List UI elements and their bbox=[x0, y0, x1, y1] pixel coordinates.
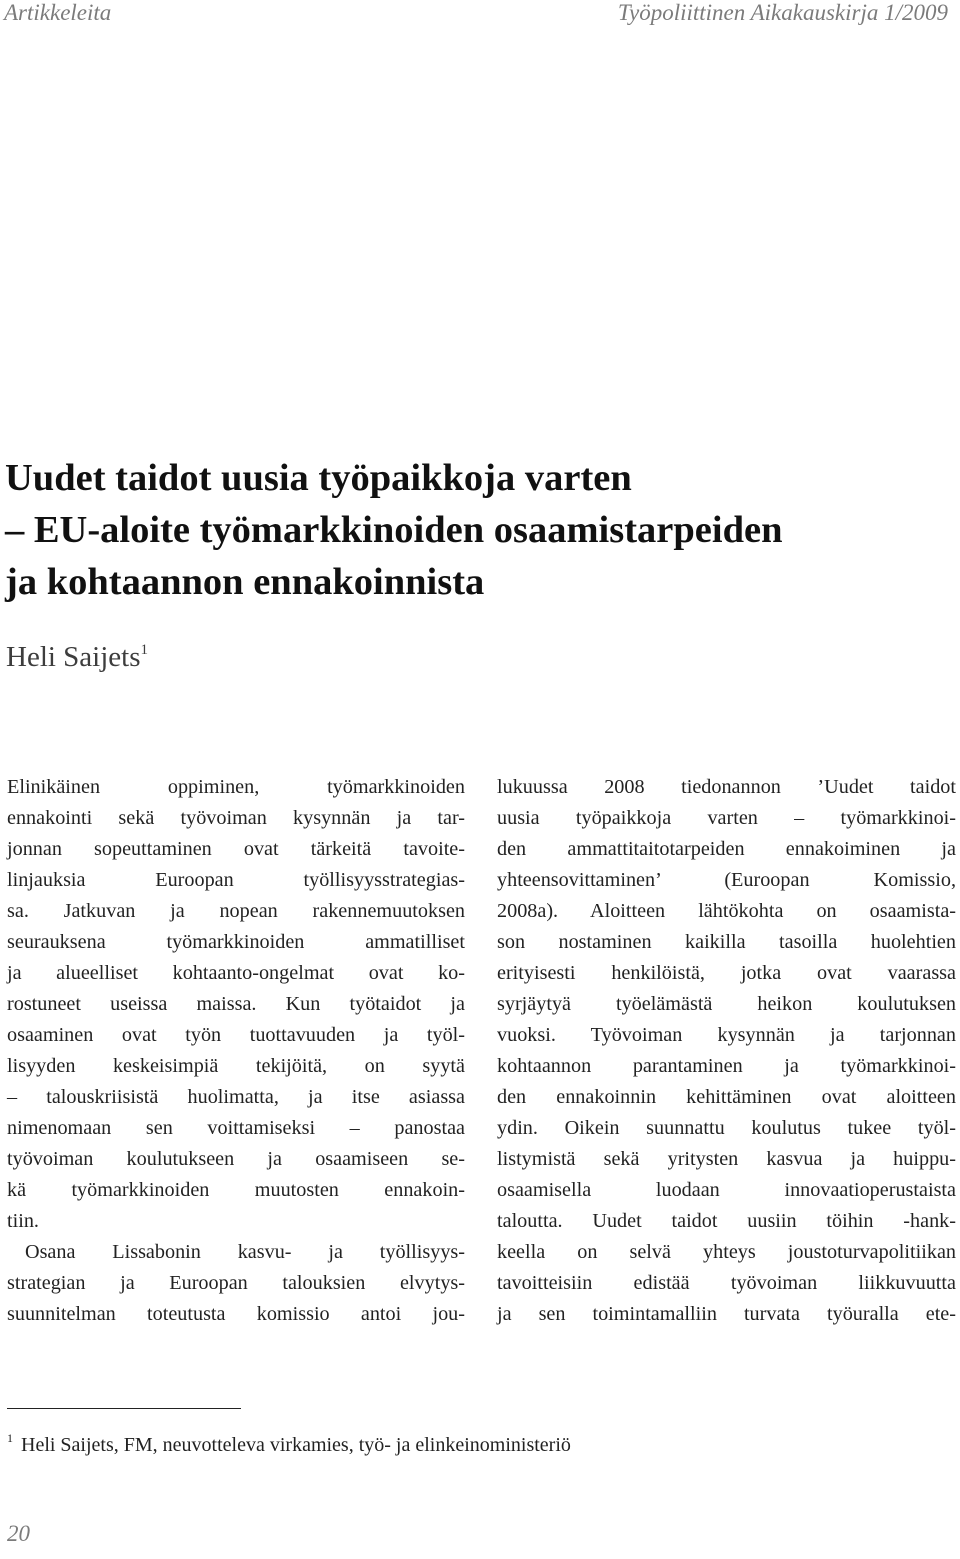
footnote-divider bbox=[7, 1408, 241, 1409]
text-line: son nostaminen kaikilla tasoilla huolehtien bbox=[497, 931, 956, 953]
text-line: den ammattitaitotarpeiden ennakoiminen ja bbox=[497, 838, 956, 860]
text-line: ja alueelliset kohtaanto-ongelmat ovat ko- bbox=[7, 962, 465, 984]
footnote-text: Heli Saijets, FM, neuvotteleva virkamies, työ- ja elinkeinoministeriö bbox=[21, 1434, 571, 1456]
text-line: linjauksia Euroopan työllisyysstrategias- bbox=[7, 869, 465, 891]
text-line: keella on selvä yhteys joustoturvapolitiikan bbox=[497, 1241, 956, 1263]
text-line: vuoksi. Työvoiman kysynnän ja tarjonnan bbox=[497, 1024, 956, 1046]
page-number: 20 bbox=[7, 1521, 30, 1546]
running-header-journal: Työpoliittinen Aikakauskirja 1/2009 bbox=[617, 0, 948, 25]
text-line: listymistä sekä yritysten kasvua ja huippu- bbox=[497, 1148, 956, 1170]
footnote-reference: 1 bbox=[140, 642, 149, 658]
running-header-section: Artikkeleita bbox=[4, 0, 112, 25]
text-line: taloutta. Uudet taidot uusiin töihin -hank- bbox=[497, 1210, 956, 1232]
text-line: lukuussa 2008 tiedonannon ’Uudet taidot bbox=[497, 776, 956, 798]
text-line: kä työmarkkinoiden muutosten ennakoin- bbox=[7, 1179, 465, 1201]
text-line: rostuneet useissa maissa. Kun työtaidot ja bbox=[7, 993, 465, 1015]
text-line: uusia työpaikkoja varten – työmarkkinoi- bbox=[497, 807, 956, 829]
text-line: työvoiman koulutukseen ja osaamiseen se- bbox=[7, 1148, 465, 1170]
text-line: lisyyden keskeisimpiä tekijöitä, on syytä bbox=[7, 1055, 465, 1077]
text-line: 2008a). Aloitteen lähtökohta on osaamista- bbox=[497, 900, 956, 922]
text-line: osaamisella luodaan innovaatioperustaista bbox=[497, 1179, 956, 1201]
article-title bbox=[5, 452, 783, 608]
text-line: – talouskriisistä huolimatta, ja itse asiassa bbox=[7, 1086, 465, 1108]
title-line: ja kohtaannon ennakoinnista bbox=[5, 561, 485, 603]
text-line: nimenomaan sen voittamiseksi – panostaa bbox=[7, 1117, 465, 1139]
author-name: Heli Saijets bbox=[6, 641, 141, 673]
text-line: ennakointi sekä työvoiman kysynnän ja tar- bbox=[7, 807, 465, 829]
author-byline bbox=[6, 630, 148, 677]
footnote bbox=[7, 1423, 571, 1460]
footnote-number: 1 bbox=[7, 1431, 13, 1445]
text-line: ydin. Oikein suunnattu koulutus tukee työl- bbox=[497, 1117, 956, 1139]
title-line: Uudet taidot uusia työpaikkoja varten bbox=[5, 457, 632, 499]
text-line: syrjäytyä työelämästä heikon koulutuksen bbox=[497, 993, 956, 1015]
text-line: erityisesti henkilöistä, jotka ovat vaarassa bbox=[497, 962, 956, 984]
text-line: jonnan sopeuttaminen ovat tärkeitä tavoite- bbox=[7, 838, 465, 860]
text-line: strategian ja Euroopan talouksien elvytys- bbox=[7, 1272, 465, 1294]
text-line: seurauksena työmarkkinoiden ammatilliset bbox=[7, 931, 465, 953]
text-line: tavoitteisiin edistää työvoiman liikkuvuutta bbox=[497, 1272, 956, 1294]
text-line: tiin. bbox=[7, 1210, 39, 1232]
title-line: – EU-aloite työmarkkinoiden osaamistarpeiden bbox=[5, 509, 783, 551]
text-line: osaaminen ovat työn tuottavuuden ja työl- bbox=[7, 1024, 465, 1046]
text-line: sa. Jatkuvan ja nopean rakennemuutoksen bbox=[7, 900, 465, 922]
text-line: Osana Lissabonin kasvu- ja työllisyys- bbox=[25, 1241, 465, 1263]
text-line: Elinikäinen oppiminen, työmarkkinoiden bbox=[7, 776, 465, 798]
text-line: kohtaannon parantaminen ja työmarkkinoi- bbox=[497, 1055, 956, 1077]
body-column-right bbox=[497, 772, 956, 1330]
text-line: den ennakoinnin kehittäminen ovat aloitteen bbox=[497, 1086, 956, 1108]
body-column-left bbox=[7, 772, 465, 1330]
text-line: yhteensovittaminen’ (Euroopan Komissio, bbox=[497, 869, 956, 891]
text-line: ja sen toimintamalliin turvata työuralla ete- bbox=[497, 1303, 956, 1325]
text-line: suunnitelman toteutusta komissio antoi jou- bbox=[7, 1303, 465, 1325]
